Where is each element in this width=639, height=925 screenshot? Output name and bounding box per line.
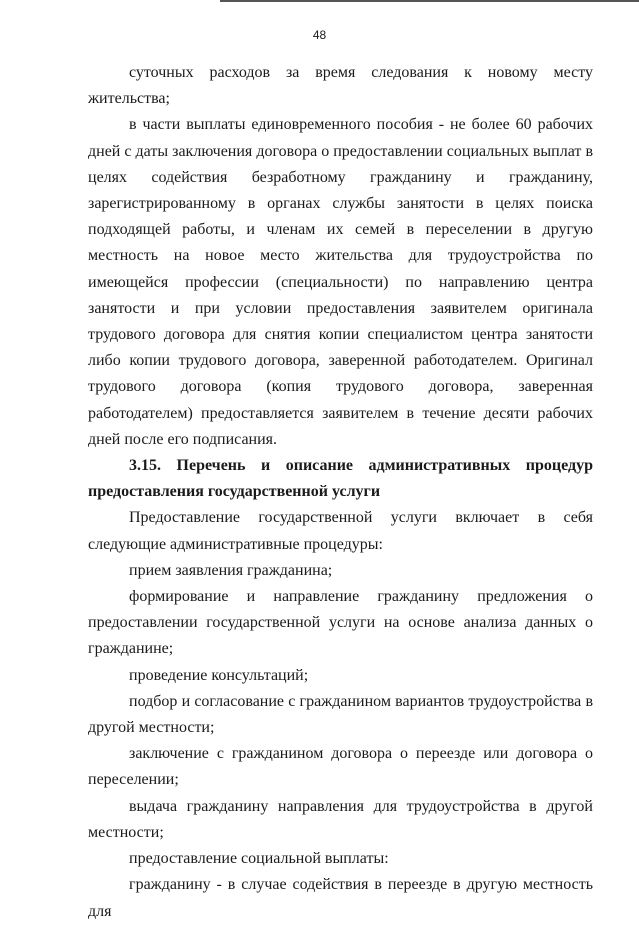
list-item: заключение с гражданином договора о переезде или договора о переселении; bbox=[88, 745, 593, 789]
document-body bbox=[88, 60, 593, 925]
list-item: выдача гражданину направления для трудоустройства в другой местности; bbox=[88, 797, 593, 841]
list-item: предоставление социальной выплаты: bbox=[129, 850, 389, 868]
top-border-line bbox=[220, 0, 639, 2]
page-number: 48 bbox=[312, 28, 327, 42]
section-heading: 3.15. Перечень и описание административных процедур предоставления государственной услуги bbox=[88, 457, 593, 501]
list-item: прием заявления гражданина; bbox=[129, 561, 333, 579]
list-item: формирование и направление гражданину предложения о предоставлении государственной услуги на основе анализа данных о гражданине; bbox=[88, 588, 593, 658]
list-item: подбор и согласование с гражданином вариантов трудоустройства в другой местности; bbox=[88, 692, 593, 737]
paragraph: суточных расходов за время следования к новому месту жительства; bbox=[88, 64, 593, 108]
list-item: проведение консультаций; bbox=[129, 666, 309, 684]
paragraph: в части выплаты единовременного пособия - не более 60 рабочих дней с даты заключения договора о предоставлении социальных выплат в целях содействия безработному гражданину и гражданину, зарегистрированному в органах службы занятости в целях поиска подходящей работы, и членам их семей в переселении в другую местность на новое место жительства для трудоустройства по имеющейся профессии (специальности) по направлению центра занятости и при условии предоставления заявителем оригинала трудового договора для снятия копии специалистом центра занятости либо копии трудового договора, заверенной работодателем. Оригинал трудового договора (копия трудового договора, заверенная работодателем) предоставляется заявителем в течение десяти рабочих дней после его подписания. bbox=[88, 116, 593, 448]
paragraph: Предоставление государственной услуги включает в себя следующие административные процедуры: bbox=[88, 509, 593, 553]
list-item: гражданину - в случае содействия в переезде в другую местность для bbox=[88, 876, 593, 920]
